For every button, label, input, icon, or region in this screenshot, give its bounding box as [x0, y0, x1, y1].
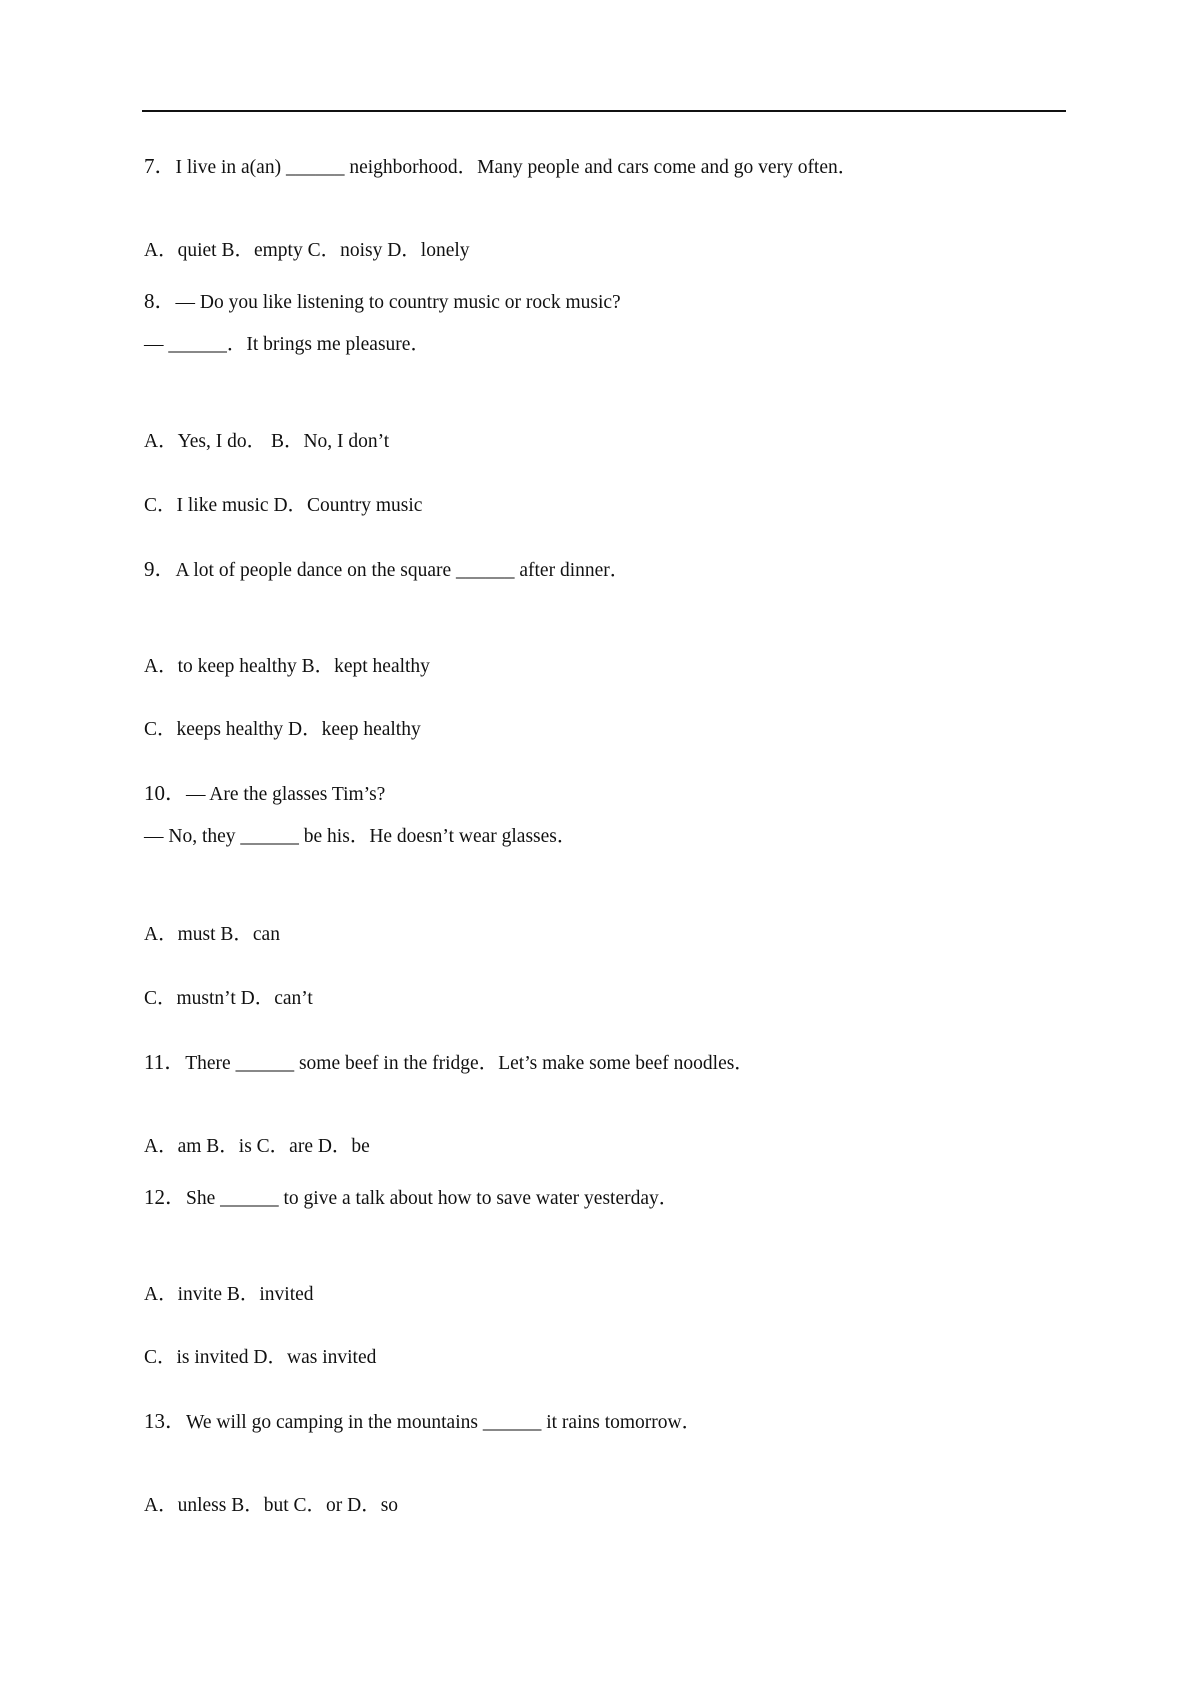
question-12-options-ab: A．invite B．invited	[144, 1284, 314, 1305]
question-text: I live in a(an) ______ neighborhood．Many people and cars come and go very often．	[175, 157, 858, 178]
question-10-stem	[144, 781, 385, 807]
question-text: — Do you like listening to country music or rock music?	[175, 292, 621, 313]
question-12-options-cd: C．is invited D．was invited	[144, 1347, 377, 1368]
question-text: We will go camping in the mountains ______ it rains tomorrow．	[186, 1412, 702, 1433]
header-rule	[142, 110, 1066, 112]
question-number: 13．	[144, 1409, 186, 1433]
question-8-options-ab: A．Yes, I do． B．No, I don’t	[144, 431, 390, 452]
question-number: 7．	[144, 154, 176, 178]
question-7-stem	[144, 154, 857, 180]
question-10-options-ab: A．must B．can	[144, 924, 280, 945]
question-11-options: A．am B．is C．are D．be	[144, 1136, 370, 1157]
question-13-options: A．unless B．but C．or D．so	[144, 1495, 399, 1516]
question-9-options-cd: C．keeps healthy D．keep healthy	[144, 719, 421, 740]
question-8-stem	[144, 289, 621, 315]
question-text: There ______ some beef in the fridge．Let’s make some beef noodles．	[185, 1053, 754, 1074]
question-text: — Are the glasses Tim’s?	[186, 784, 386, 805]
question-13-stem	[144, 1409, 701, 1435]
question-8-options-cd: C．I like music D．Country music	[144, 495, 423, 516]
question-7-options: A．quiet B．empty C．noisy D．lonely	[144, 240, 470, 261]
question-8-reply: — ______．It brings me pleasure．	[144, 334, 430, 355]
question-10-reply: — No, they ______ be his．He doesn’t wear glasses．	[144, 826, 577, 847]
question-9-options-ab: A．to keep healthy B．kept healthy	[144, 656, 430, 677]
question-9-stem	[144, 557, 629, 583]
question-number: 11．	[144, 1050, 186, 1074]
question-number: 10．	[144, 781, 186, 805]
question-text: A lot of people dance on the square ______ after dinner．	[175, 560, 630, 581]
question-number: 12．	[144, 1185, 186, 1209]
question-text: She ______ to give a talk about how to save water yesterday．	[186, 1188, 679, 1209]
question-11-stem	[144, 1050, 754, 1076]
question-number: 8．	[144, 289, 176, 313]
question-number: 9．	[144, 557, 176, 581]
question-12-stem	[144, 1185, 678, 1211]
question-10-options-cd: C．mustn’t D．can’t	[144, 988, 313, 1009]
